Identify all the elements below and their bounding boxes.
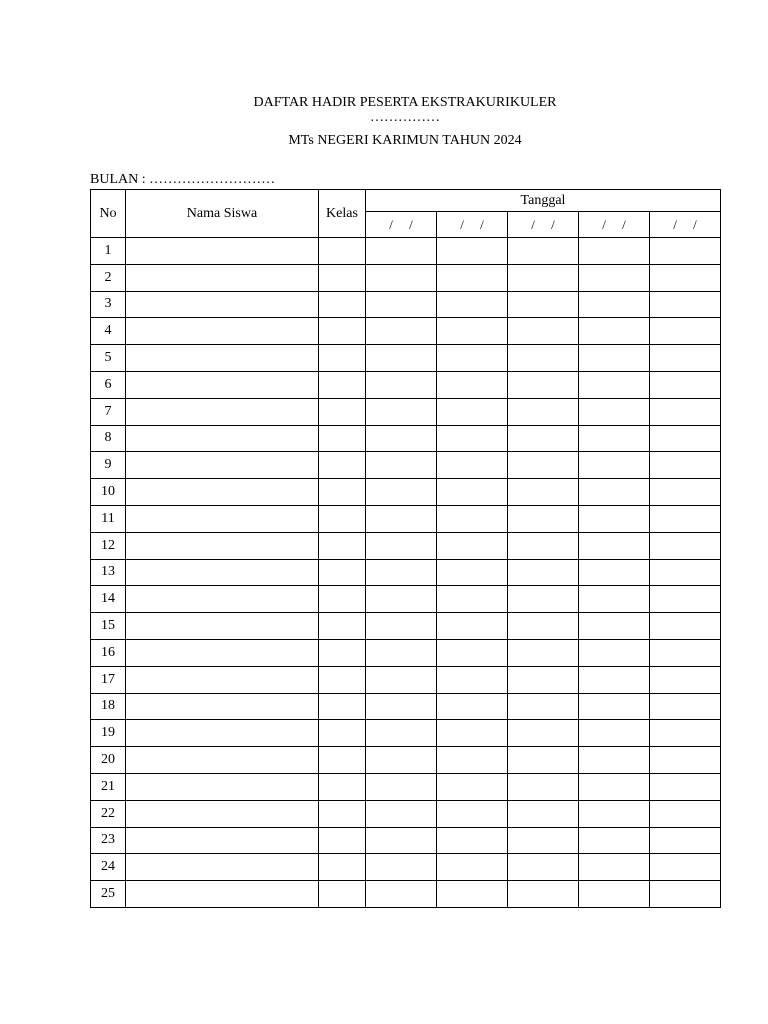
attendance-mark-cell[interactable]	[579, 666, 650, 693]
month-field: BULAN : ………………………	[90, 172, 276, 187]
attendance-mark-cell[interactable]	[437, 291, 508, 318]
attendance-mark-cell[interactable]	[437, 559, 508, 586]
attendance-mark-cell[interactable]	[508, 613, 579, 640]
attendance-mark-cell[interactable]	[437, 479, 508, 506]
attendance-mark-cell[interactable]	[508, 854, 579, 881]
attendance-mark-cell[interactable]	[650, 452, 721, 479]
attendance-mark-cell[interactable]	[366, 586, 437, 613]
attendance-mark-cell[interactable]	[650, 532, 721, 559]
attendance-mark-cell[interactable]	[437, 238, 508, 265]
attendance-mark-cell[interactable]	[650, 881, 721, 908]
table-row	[91, 318, 721, 345]
class-cell[interactable]	[319, 773, 366, 800]
header-date-group: Tanggal	[366, 190, 721, 212]
attendance-mark-cell[interactable]	[437, 800, 508, 827]
attendance-mark-cell[interactable]	[650, 639, 721, 666]
attendance-mark-cell[interactable]	[508, 559, 579, 586]
attendance-mark-cell[interactable]	[579, 238, 650, 265]
attendance-mark-cell[interactable]	[437, 827, 508, 854]
attendance-mark-cell[interactable]	[366, 371, 437, 398]
attendance-mark-cell[interactable]	[650, 371, 721, 398]
class-cell[interactable]	[319, 532, 366, 559]
student-name-cell[interactable]	[126, 639, 319, 666]
attendance-mark-cell[interactable]	[437, 854, 508, 881]
table-row	[91, 693, 721, 720]
attendance-mark-cell[interactable]	[579, 747, 650, 774]
attendance-mark-cell[interactable]	[508, 639, 579, 666]
attendance-mark-cell[interactable]	[366, 613, 437, 640]
table-row	[91, 800, 721, 827]
attendance-mark-cell[interactable]	[366, 666, 437, 693]
attendance-mark-cell[interactable]	[437, 586, 508, 613]
student-name-cell[interactable]	[126, 505, 319, 532]
title-activity: DAFTAR HADIR PESERTA EKSTRAKURIKULER	[253, 95, 557, 110]
class-cell[interactable]	[319, 693, 366, 720]
attendance-mark-cell[interactable]	[650, 586, 721, 613]
date-column-header: / /	[437, 212, 508, 238]
attendance-mark-cell[interactable]	[579, 559, 650, 586]
attendance-mark-cell[interactable]	[366, 479, 437, 506]
attendance-mark-cell[interactable]	[366, 773, 437, 800]
table-row	[91, 398, 721, 425]
attendance-mark-cell[interactable]	[579, 532, 650, 559]
class-cell[interactable]	[319, 666, 366, 693]
attendance-mark-cell[interactable]	[650, 747, 721, 774]
attendance-mark-cell[interactable]	[366, 238, 437, 265]
table-row	[91, 639, 721, 666]
row-number: 13	[91, 559, 126, 586]
attendance-mark-cell[interactable]	[579, 613, 650, 640]
attendance-mark-cell[interactable]	[650, 773, 721, 800]
class-cell[interactable]	[319, 371, 366, 398]
table-row	[91, 773, 721, 800]
attendance-mark-cell[interactable]	[650, 264, 721, 291]
title-school-year: MTs NEGERI KARIMUN TAHUN 2024	[288, 133, 522, 148]
attendance-mark-cell[interactable]	[650, 693, 721, 720]
header-row	[91, 190, 721, 212]
class-cell[interactable]	[319, 318, 366, 345]
attendance-mark-cell[interactable]	[437, 693, 508, 720]
table-row	[91, 532, 721, 559]
class-cell[interactable]	[319, 505, 366, 532]
attendance-mark-cell[interactable]	[437, 532, 508, 559]
header-student-name: Nama Siswa	[126, 190, 319, 238]
date-column-header: / /	[650, 212, 721, 238]
attendance-mark-cell[interactable]	[650, 720, 721, 747]
attendance-mark-cell[interactable]	[366, 827, 437, 854]
student-name-cell[interactable]	[126, 827, 319, 854]
table-row	[91, 827, 721, 854]
attendance-rows	[91, 238, 721, 908]
attendance-mark-cell[interactable]	[437, 452, 508, 479]
attendance-mark-cell[interactable]	[366, 720, 437, 747]
date-column-header: / /	[366, 212, 437, 238]
attendance-mark-cell[interactable]	[508, 666, 579, 693]
header-no: No	[91, 190, 126, 238]
attendance-mark-cell[interactable]	[579, 854, 650, 881]
attendance-mark-cell[interactable]	[579, 345, 650, 372]
attendance-mark-cell[interactable]	[508, 264, 579, 291]
attendance-mark-cell[interactable]	[579, 425, 650, 452]
row-number: 24	[91, 854, 126, 881]
attendance-mark-cell[interactable]	[579, 720, 650, 747]
attendance-mark-cell[interactable]	[579, 639, 650, 666]
table-row	[91, 238, 721, 265]
attendance-mark-cell[interactable]	[437, 773, 508, 800]
attendance-mark-cell[interactable]	[650, 800, 721, 827]
attendance-mark-cell[interactable]	[650, 827, 721, 854]
class-cell[interactable]	[319, 559, 366, 586]
student-name-cell[interactable]	[126, 479, 319, 506]
table-row	[91, 666, 721, 693]
attendance-mark-cell[interactable]	[366, 881, 437, 908]
attendance-mark-cell[interactable]	[508, 881, 579, 908]
attendance-mark-cell[interactable]	[437, 345, 508, 372]
attendance-mark-cell[interactable]	[366, 318, 437, 345]
attendance-mark-cell[interactable]	[650, 613, 721, 640]
attendance-mark-cell[interactable]	[650, 238, 721, 265]
student-name-cell[interactable]	[126, 318, 319, 345]
attendance-mark-cell[interactable]	[437, 666, 508, 693]
attendance-mark-cell[interactable]	[508, 586, 579, 613]
attendance-mark-cell[interactable]	[366, 452, 437, 479]
table-row	[91, 452, 721, 479]
row-number: 25	[91, 881, 126, 908]
table-row	[91, 559, 721, 586]
student-name-cell[interactable]	[126, 532, 319, 559]
row-number: 3	[91, 291, 126, 318]
student-name-cell[interactable]	[126, 693, 319, 720]
class-cell[interactable]	[319, 613, 366, 640]
attendance-mark-cell[interactable]	[579, 291, 650, 318]
row-number: 6	[91, 371, 126, 398]
attendance-mark-cell[interactable]	[366, 345, 437, 372]
table-row	[91, 747, 721, 774]
attendance-mark-cell[interactable]	[579, 827, 650, 854]
attendance-mark-cell[interactable]	[508, 479, 579, 506]
attendance-mark-cell[interactable]	[366, 532, 437, 559]
attendance-mark-cell[interactable]	[366, 425, 437, 452]
row-number: 12	[91, 532, 126, 559]
attendance-mark-cell[interactable]	[366, 505, 437, 532]
attendance-mark-cell[interactable]	[437, 747, 508, 774]
attendance-mark-cell[interactable]	[366, 693, 437, 720]
attendance-mark-cell[interactable]	[650, 479, 721, 506]
attendance-mark-cell[interactable]	[437, 425, 508, 452]
attendance-mark-cell[interactable]	[508, 452, 579, 479]
attendance-mark-cell[interactable]	[366, 800, 437, 827]
header-class: Kelas	[319, 190, 366, 238]
attendance-mark-cell[interactable]	[437, 639, 508, 666]
row-number: 15	[91, 613, 126, 640]
attendance-mark-cell[interactable]	[508, 532, 579, 559]
class-cell[interactable]	[319, 747, 366, 774]
attendance-mark-cell[interactable]	[508, 291, 579, 318]
row-number: 2	[91, 264, 126, 291]
attendance-mark-cell[interactable]	[366, 264, 437, 291]
attendance-mark-cell[interactable]	[579, 371, 650, 398]
attendance-mark-cell[interactable]	[508, 747, 579, 774]
class-cell[interactable]	[319, 639, 366, 666]
row-number: 21	[91, 773, 126, 800]
attendance-mark-cell[interactable]	[650, 318, 721, 345]
student-name-cell[interactable]	[126, 773, 319, 800]
class-cell[interactable]	[319, 854, 366, 881]
student-name-cell[interactable]	[126, 345, 319, 372]
row-number: 23	[91, 827, 126, 854]
row-number: 4	[91, 318, 126, 345]
attendance-mark-cell[interactable]	[437, 613, 508, 640]
attendance-mark-cell[interactable]	[508, 693, 579, 720]
student-name-cell[interactable]	[126, 452, 319, 479]
class-cell[interactable]	[319, 345, 366, 372]
student-name-cell[interactable]	[126, 881, 319, 908]
class-cell[interactable]	[319, 800, 366, 827]
attendance-mark-cell[interactable]	[508, 371, 579, 398]
attendance-mark-cell[interactable]	[579, 479, 650, 506]
attendance-mark-cell[interactable]	[650, 666, 721, 693]
student-name-cell[interactable]	[126, 800, 319, 827]
attendance-mark-cell[interactable]	[508, 318, 579, 345]
attendance-mark-cell[interactable]	[650, 854, 721, 881]
row-number: 5	[91, 345, 126, 372]
attendance-mark-cell[interactable]	[437, 881, 508, 908]
row-number: 10	[91, 479, 126, 506]
attendance-mark-cell[interactable]	[366, 747, 437, 774]
attendance-mark-cell[interactable]	[437, 371, 508, 398]
attendance-table	[90, 189, 721, 908]
attendance-mark-cell[interactable]	[366, 291, 437, 318]
attendance-mark-cell[interactable]	[437, 720, 508, 747]
attendance-mark-cell[interactable]	[650, 425, 721, 452]
row-number: 1	[91, 238, 126, 265]
attendance-mark-cell[interactable]	[579, 318, 650, 345]
table-row	[91, 854, 721, 881]
table-row	[91, 479, 721, 506]
student-name-cell[interactable]	[126, 371, 319, 398]
student-name-cell[interactable]	[126, 425, 319, 452]
attendance-mark-cell[interactable]	[650, 291, 721, 318]
row-number: 7	[91, 398, 126, 425]
attendance-mark-cell[interactable]	[579, 800, 650, 827]
student-name-cell[interactable]	[126, 586, 319, 613]
student-name-cell[interactable]	[126, 264, 319, 291]
table-row	[91, 425, 721, 452]
student-name-cell[interactable]	[126, 854, 319, 881]
student-name-cell[interactable]	[126, 613, 319, 640]
table-row	[91, 264, 721, 291]
class-cell[interactable]	[319, 586, 366, 613]
table-row	[91, 881, 721, 908]
date-column-header: / /	[508, 212, 579, 238]
attendance-mark-cell[interactable]	[579, 773, 650, 800]
student-name-cell[interactable]	[126, 666, 319, 693]
attendance-mark-cell[interactable]	[508, 505, 579, 532]
attendance-mark-cell[interactable]	[508, 720, 579, 747]
attendance-mark-cell[interactable]	[579, 586, 650, 613]
table-row	[91, 613, 721, 640]
attendance-mark-cell[interactable]	[366, 559, 437, 586]
attendance-mark-cell[interactable]	[579, 452, 650, 479]
row-number: 9	[91, 452, 126, 479]
attendance-mark-cell[interactable]	[579, 505, 650, 532]
attendance-mark-cell[interactable]	[579, 693, 650, 720]
attendance-mark-cell[interactable]	[650, 398, 721, 425]
attendance-mark-cell[interactable]	[508, 425, 579, 452]
table-row	[91, 345, 721, 372]
class-cell[interactable]	[319, 827, 366, 854]
row-number: 20	[91, 747, 126, 774]
attendance-mark-cell[interactable]	[508, 238, 579, 265]
class-cell[interactable]	[319, 425, 366, 452]
attendance-mark-cell[interactable]	[508, 827, 579, 854]
attendance-mark-cell[interactable]	[650, 345, 721, 372]
row-number: 11	[91, 505, 126, 532]
attendance-mark-cell[interactable]	[366, 854, 437, 881]
table-row	[91, 505, 721, 532]
class-cell[interactable]	[319, 398, 366, 425]
row-number: 17	[91, 666, 126, 693]
attendance-mark-cell[interactable]	[437, 264, 508, 291]
table-row	[91, 720, 721, 747]
class-cell[interactable]	[319, 720, 366, 747]
row-number: 14	[91, 586, 126, 613]
table-row	[91, 291, 721, 318]
attendance-mark-cell[interactable]	[579, 398, 650, 425]
attendance-mark-cell[interactable]	[508, 773, 579, 800]
table-row	[91, 586, 721, 613]
student-name-cell[interactable]	[126, 238, 319, 265]
class-cell[interactable]	[319, 291, 366, 318]
row-number: 18	[91, 693, 126, 720]
attendance-mark-cell[interactable]	[579, 881, 650, 908]
attendance-mark-cell[interactable]	[366, 639, 437, 666]
attendance-mark-cell[interactable]	[366, 398, 437, 425]
class-cell[interactable]	[319, 452, 366, 479]
student-name-cell[interactable]	[126, 559, 319, 586]
attendance-mark-cell[interactable]	[508, 398, 579, 425]
class-cell[interactable]	[319, 479, 366, 506]
attendance-mark-cell[interactable]	[437, 318, 508, 345]
attendance-mark-cell[interactable]	[650, 505, 721, 532]
student-name-cell[interactable]	[126, 720, 319, 747]
attendance-mark-cell[interactable]	[650, 559, 721, 586]
attendance-mark-cell[interactable]	[437, 398, 508, 425]
attendance-mark-cell[interactable]	[437, 505, 508, 532]
attendance-mark-cell[interactable]	[508, 345, 579, 372]
class-cell[interactable]	[319, 881, 366, 908]
class-cell[interactable]	[319, 264, 366, 291]
student-name-cell[interactable]	[126, 747, 319, 774]
date-column-header: / /	[579, 212, 650, 238]
class-cell[interactable]	[319, 238, 366, 265]
attendance-mark-cell[interactable]	[508, 800, 579, 827]
row-number: 22	[91, 800, 126, 827]
row-number: 19	[91, 720, 126, 747]
student-name-cell[interactable]	[126, 398, 319, 425]
attendance-mark-cell[interactable]	[579, 264, 650, 291]
student-name-cell[interactable]	[126, 291, 319, 318]
title-activity-name-placeholder: ……………	[370, 110, 440, 125]
row-number: 8	[91, 425, 126, 452]
table-row	[91, 371, 721, 398]
row-number: 16	[91, 639, 126, 666]
document-title	[0, 93, 768, 150]
